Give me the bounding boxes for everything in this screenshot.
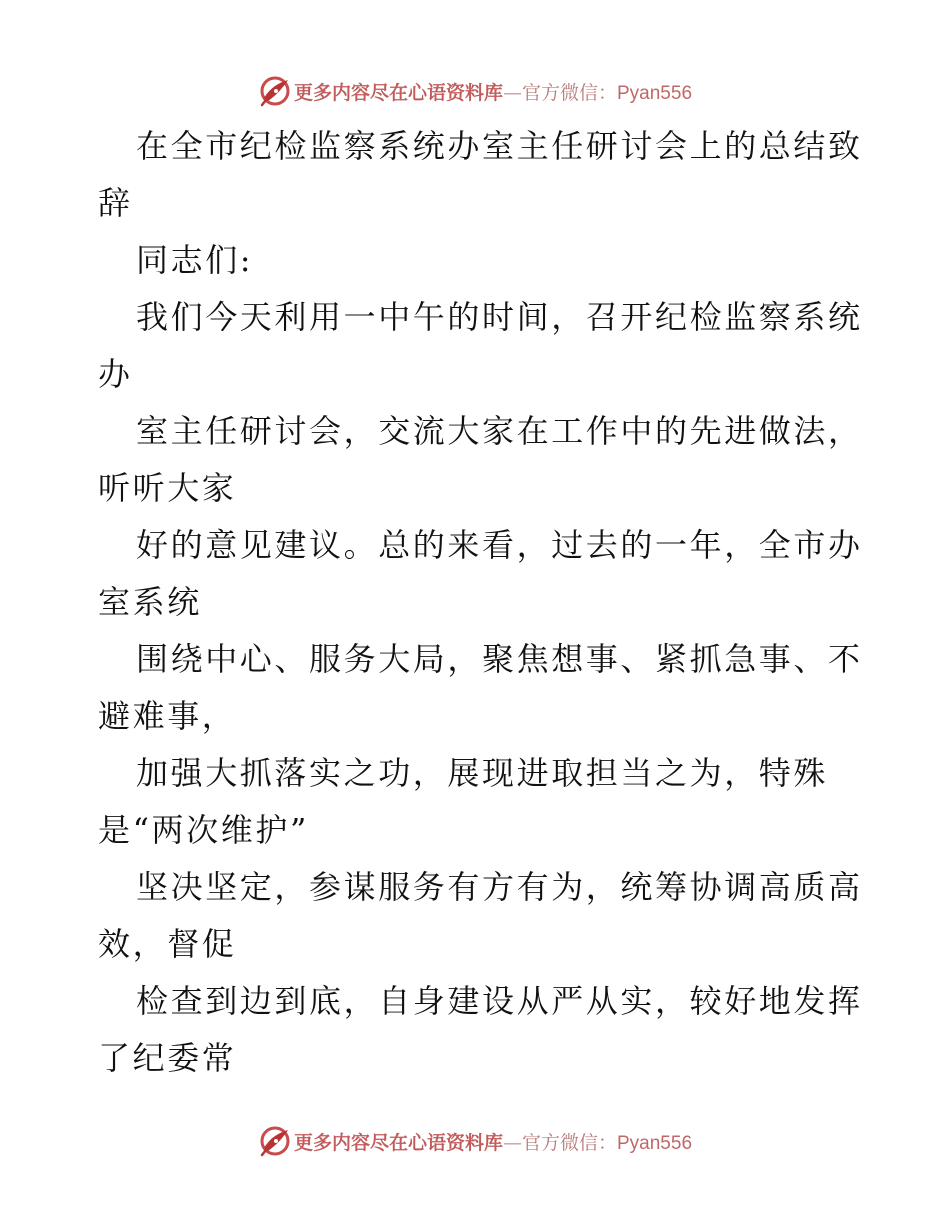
document-line: 加强大抓落实之功，展现进取担当之为，特殊 <box>136 754 829 792</box>
document-line: 在全市纪检监察系统办室主任研讨会上的总结致 <box>136 127 863 165</box>
document-line: 了纪委常 <box>98 1039 237 1077</box>
pen-nib-logo-icon <box>258 1124 292 1158</box>
banner-wechat-label: 官方微信： <box>521 81 617 104</box>
banner-wechat-label: 官方微信： <box>521 1131 617 1154</box>
banner-dash: — <box>502 81 522 104</box>
header-watermark-banner <box>0 71 950 111</box>
document-line: 同志们: <box>136 241 254 279</box>
document-line: 办 <box>98 355 133 393</box>
document-line: 围绕中心、服务大局，聚焦想事、紧抓急事、不 <box>136 640 863 678</box>
footer-watermark-banner <box>0 1121 950 1161</box>
document-line: 坚决坚定，参谋服务有方有为，统筹协调高质高 <box>136 868 863 906</box>
document-body <box>98 118 863 1087</box>
banner-text <box>294 1128 692 1155</box>
document-line: 是“两次维护” <box>98 811 309 849</box>
document-line: 室系统 <box>98 583 202 621</box>
pen-nib-logo-icon <box>258 74 292 108</box>
document-line: 我们今天利用一中午的时间，召开纪检监察系统 <box>136 298 863 336</box>
document-line: 好的意见建议。总的来看，过去的一年，全市办 <box>136 526 863 564</box>
document-line: 听听大家 <box>98 469 237 507</box>
banner-wechat-id: Pyan556 <box>617 1132 693 1154</box>
banner-wechat-id: Pyan556 <box>617 82 693 104</box>
banner-dash: — <box>502 1131 522 1154</box>
banner-site-name: 更多内容尽在心语资料库 <box>293 81 503 104</box>
banner-site-name: 更多内容尽在心语资料库 <box>293 1131 503 1154</box>
document-line: 辞 <box>98 184 133 222</box>
document-line: 检查到边到底，自身建设从严从实，较好地发挥 <box>136 982 863 1020</box>
document-line: 效，督促 <box>98 925 237 963</box>
banner-text <box>294 78 692 105</box>
document-line: 室主任研讨会，交流大家在工作中的先进做法， <box>136 412 863 450</box>
document-line: 避难事， <box>98 697 237 735</box>
